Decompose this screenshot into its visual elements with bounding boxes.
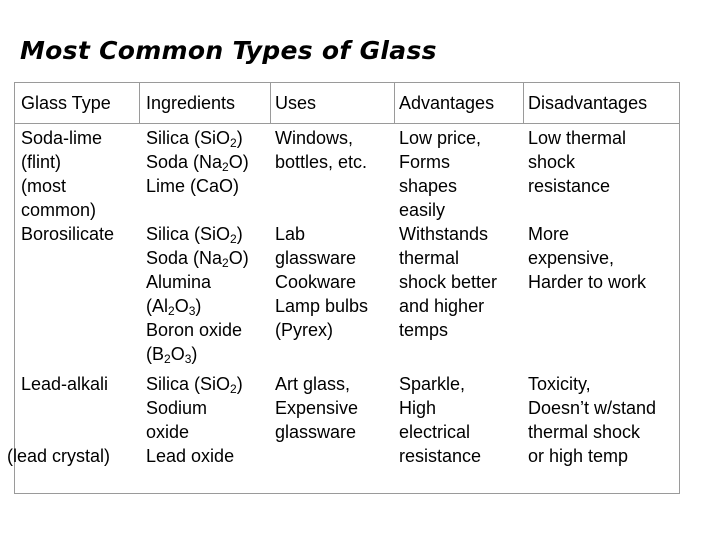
disadvantage-line: Low thermal xyxy=(528,128,627,148)
use-line: Art glass, xyxy=(275,374,351,394)
glass-type-line: (lead crystal) xyxy=(7,446,111,466)
advantage-line: resistance xyxy=(399,446,482,466)
use-line: bottles, etc. xyxy=(275,152,368,172)
disadvantage-line: shock xyxy=(528,152,576,172)
header-divider xyxy=(270,83,271,123)
advantage-line: High xyxy=(399,398,437,418)
advantage-line: easily xyxy=(399,200,446,220)
page-title: Most Common Types of Glass xyxy=(20,36,437,65)
advantage-line: shock better xyxy=(399,272,498,292)
advantage-line: shapes xyxy=(399,176,458,196)
header-uses: Uses xyxy=(275,93,317,113)
disadvantage-line: resistance xyxy=(528,176,611,196)
header-divider xyxy=(394,83,395,123)
ingredient-line: Sodium xyxy=(146,398,208,418)
use-line: Windows, xyxy=(275,128,354,148)
glass-types-table xyxy=(7,82,680,494)
advantage-line: electrical xyxy=(399,422,471,442)
header-disadvantages: Disadvantages xyxy=(528,93,648,113)
glass-type-line: (most xyxy=(21,176,66,196)
use-line: glassware xyxy=(275,422,357,442)
glass-type-line: Soda-lime xyxy=(21,128,103,148)
ingredient-line: Silica (SiO$_2$) xyxy=(146,128,243,150)
header-glass-type: Glass Type xyxy=(21,93,111,113)
use-line: Expensive xyxy=(275,398,359,418)
ingredient-line: $(Al_2O_3)$ xyxy=(146,296,202,318)
glass-type-line: (flint) xyxy=(21,152,61,172)
ingredient-line: Silica (SiO$_2$) xyxy=(146,224,243,246)
disadvantage-line: Doesn’t w/stand xyxy=(528,398,657,418)
glass-type-line: common) xyxy=(21,200,97,220)
advantage-line: thermal xyxy=(399,248,460,268)
use-line: Lamp bulbs xyxy=(275,296,369,316)
header-rule xyxy=(15,123,679,124)
advantage-line: and higher xyxy=(399,296,485,316)
advantage-line: Sparkle, xyxy=(399,374,466,394)
header-advantages: Advantages xyxy=(399,93,495,113)
header-ingredients: Ingredients xyxy=(146,93,236,113)
ingredient-line: Lead oxide xyxy=(146,446,235,466)
use-line: glassware xyxy=(275,248,357,268)
disadvantage-line: or high temp xyxy=(528,446,629,466)
ingredient-line: Soda $(Na_2O)$ xyxy=(146,248,249,270)
ingredient-line: Silica (SiO$_2$) xyxy=(146,374,243,396)
advantage-line: Withstands xyxy=(399,224,489,244)
header-divider xyxy=(139,83,140,123)
use-line: Lab xyxy=(275,224,306,244)
ingredient-line: Boron oxide xyxy=(146,320,243,340)
use-line: Cookware xyxy=(275,272,357,292)
disadvantage-line: expensive, xyxy=(528,248,615,268)
disadvantage-line: thermal shock xyxy=(528,422,641,442)
glass-type-line: Borosilicate xyxy=(21,224,115,244)
ingredient-line: Lime (CaO) xyxy=(146,176,240,196)
disadvantage-line: Toxicity, xyxy=(528,374,591,394)
disadvantage-line: Harder to work xyxy=(528,272,647,292)
glass-type-line: Lead-alkali xyxy=(21,374,109,394)
disadvantage-line: More xyxy=(528,224,570,244)
ingredient-line: Soda $(Na_2O)$ xyxy=(146,152,249,174)
ingredient-line: Alumina xyxy=(146,272,212,292)
ingredient-line: oxide xyxy=(146,422,190,442)
advantage-line: Forms xyxy=(399,152,450,172)
use-line: (Pyrex) xyxy=(275,320,333,340)
advantage-line: temps xyxy=(399,320,449,340)
ingredient-line: $(B_2O_3)$ xyxy=(146,344,198,366)
header-divider xyxy=(523,83,524,123)
advantage-line: Low price, xyxy=(399,128,482,148)
